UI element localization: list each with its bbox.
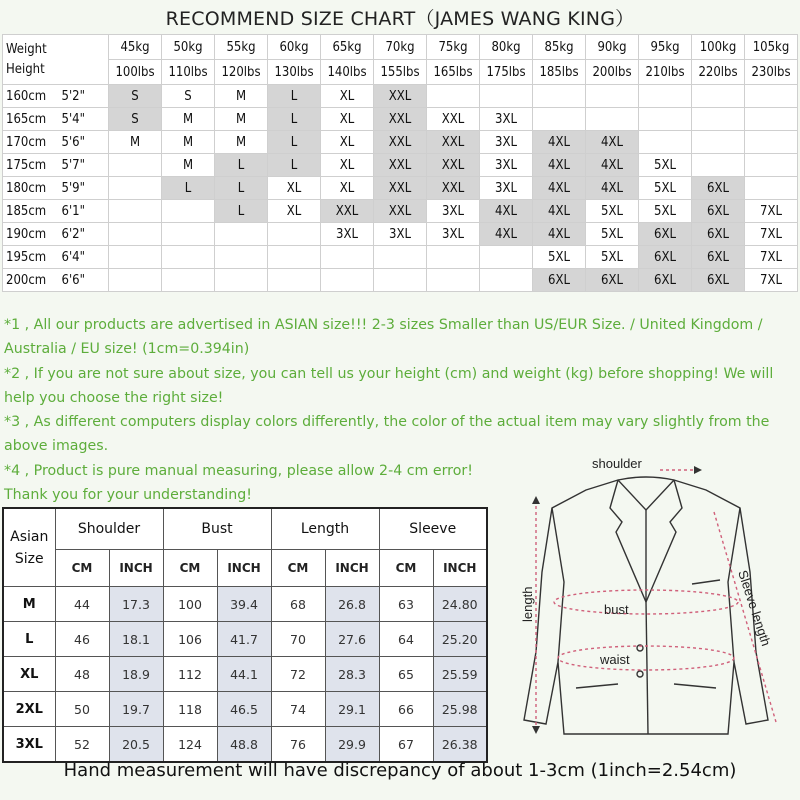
size-cell: XL: [321, 108, 374, 131]
size-cell: 6XL: [586, 269, 639, 292]
size-row: [3, 177, 798, 200]
measure-value-cell: 27.6: [325, 622, 379, 657]
size-cell: 6XL: [692, 269, 745, 292]
measure-group-row: [3, 508, 487, 550]
height-ft-cell: 5'9": [59, 177, 109, 200]
size-cell: L: [268, 154, 321, 177]
weight-lbs-header: 140lbs: [321, 60, 374, 85]
size-row: [3, 223, 798, 246]
size-row: [3, 131, 798, 154]
weight-lbs-header: 100lbs: [109, 60, 162, 85]
size-cell: XL: [321, 85, 374, 108]
measure-value-cell: 24.80: [433, 587, 487, 622]
note-line: *2 , If you are not sure about size, you can tell us your height (cm) and weight (kg) before shopping! We will help you choose the right size!: [4, 365, 774, 406]
size-cell: [692, 131, 745, 154]
height-cm-cell: 185cm: [3, 200, 59, 223]
height-ft-cell: 6'1": [59, 200, 109, 223]
size-row: [3, 269, 798, 292]
measure-value-cell: 29.9: [325, 727, 379, 763]
recommend-size-table: [2, 34, 798, 292]
weight-kg-row: [3, 35, 798, 60]
weight-kg-header: 60kg: [268, 35, 321, 60]
unit-inch-header: INCH: [217, 550, 271, 587]
size-cell: [480, 85, 533, 108]
size-cell: 6XL: [692, 223, 745, 246]
weight-lbs-header: 110lbs: [162, 60, 215, 85]
size-cell: 5XL: [533, 246, 586, 269]
measure-value-cell: 67: [379, 727, 433, 763]
size-cell: 3XL: [427, 223, 480, 246]
weight-kg-header: 80kg: [480, 35, 533, 60]
measure-group-header: Shoulder: [55, 508, 163, 550]
measure-value-cell: 18.9: [109, 657, 163, 692]
measure-row: [3, 657, 487, 692]
weight-height-corner: Weight Height: [3, 35, 109, 85]
unit-inch-header: INCH: [109, 550, 163, 587]
note-line: *1 , All our products are advertised in ASIAN size!!! 2-3 sizes Smaller than US/EUR Size. / United Kingdom / Australia / EU size! (1cm=0.394in): [4, 317, 763, 358]
waist-label: waist: [600, 652, 630, 667]
measure-value-cell: 63: [379, 587, 433, 622]
measure-value-cell: 48: [55, 657, 109, 692]
size-cell: 6XL: [692, 177, 745, 200]
size-cell: [321, 269, 374, 292]
size-cell: M: [109, 131, 162, 154]
length-label: length: [520, 586, 535, 622]
size-cell: 6XL: [639, 269, 692, 292]
unit-cm-header: CM: [55, 550, 109, 587]
size-cell: M: [215, 131, 268, 154]
size-cell: [692, 85, 745, 108]
size-cell: [215, 269, 268, 292]
size-cell: [109, 200, 162, 223]
size-cell: [215, 246, 268, 269]
size-cell: 7XL: [745, 223, 798, 246]
size-cell: [745, 154, 798, 177]
measure-group-header: Length: [271, 508, 379, 550]
size-cell: [533, 85, 586, 108]
weight-kg-header: 85kg: [533, 35, 586, 60]
size-cell: 3XL: [480, 108, 533, 131]
measure-value-cell: 52: [55, 727, 109, 763]
size-cell: XL: [321, 154, 374, 177]
height-cm-cell: 180cm: [3, 177, 59, 200]
size-cell: [162, 223, 215, 246]
measure-value-cell: 112: [163, 657, 217, 692]
measure-value-cell: 50: [55, 692, 109, 727]
unit-cm-header: CM: [379, 550, 433, 587]
measure-value-cell: 76: [271, 727, 325, 763]
measure-value-cell: 100: [163, 587, 217, 622]
measure-value-cell: 39.4: [217, 587, 271, 622]
size-cell: [268, 269, 321, 292]
sleeve-length-label: Sleeve length: [735, 568, 774, 648]
size-cell: [745, 85, 798, 108]
size-cell: L: [215, 177, 268, 200]
height-cm-cell: 175cm: [3, 154, 59, 177]
size-cell: M: [162, 154, 215, 177]
size-cell: 5XL: [639, 154, 692, 177]
size-cell: 7XL: [745, 246, 798, 269]
size-cell: [109, 246, 162, 269]
weight-kg-header: 55kg: [215, 35, 268, 60]
measure-value-cell: 28.3: [325, 657, 379, 692]
height-ft-cell: 6'4": [59, 246, 109, 269]
size-cell: [692, 154, 745, 177]
weight-lbs-header: 120lbs: [215, 60, 268, 85]
size-cell: [162, 246, 215, 269]
weight-lbs-header: 200lbs: [586, 60, 639, 85]
measure-value-cell: 20.5: [109, 727, 163, 763]
size-cell: XXL: [427, 177, 480, 200]
bust-label: bust: [604, 602, 629, 617]
height-ft-cell: 6'6": [59, 269, 109, 292]
size-cell: 4XL: [533, 200, 586, 223]
size-cell: 5XL: [639, 177, 692, 200]
size-cell: 6XL: [692, 246, 745, 269]
height-cm-cell: 165cm: [3, 108, 59, 131]
size-cell: [109, 177, 162, 200]
size-cell: XXL: [427, 108, 480, 131]
weight-lbs-header: 155lbs: [374, 60, 427, 85]
measure-value-cell: 44: [55, 587, 109, 622]
size-cell: 4XL: [533, 154, 586, 177]
measure-row: [3, 587, 487, 622]
size-cell: 5XL: [586, 246, 639, 269]
size-cell: [639, 85, 692, 108]
size-cell: 6XL: [533, 269, 586, 292]
size-cell: 4XL: [533, 223, 586, 246]
size-cell: S: [109, 85, 162, 108]
size-cell: L: [268, 108, 321, 131]
size-cell: 3XL: [480, 131, 533, 154]
weight-lbs-header: 210lbs: [639, 60, 692, 85]
measure-value-cell: 118: [163, 692, 217, 727]
size-label-cell: L: [3, 622, 55, 657]
measure-value-cell: 46: [55, 622, 109, 657]
size-cell: 6XL: [692, 200, 745, 223]
measure-value-cell: 26.38: [433, 727, 487, 763]
weight-lbs-row: [3, 60, 798, 85]
measure-group-header: Sleeve: [379, 508, 487, 550]
size-cell: XXL: [427, 154, 480, 177]
size-cell: 4XL: [586, 131, 639, 154]
note-line: *4 , Product is pure manual measuring, please allow 2-4 cm error!: [4, 462, 473, 479]
measure-value-cell: 18.1: [109, 622, 163, 657]
size-cell: 7XL: [745, 269, 798, 292]
weight-kg-header: 95kg: [639, 35, 692, 60]
size-cell: 4XL: [586, 154, 639, 177]
height-ft-cell: 5'7": [59, 154, 109, 177]
note-line: Thank you for your understanding!: [4, 487, 252, 504]
weight-lbs-header: 230lbs: [745, 60, 798, 85]
unit-inch-header: INCH: [325, 550, 379, 587]
size-cell: XXL: [374, 177, 427, 200]
size-row: [3, 85, 798, 108]
size-cell: L: [162, 177, 215, 200]
measure-value-cell: 19.7: [109, 692, 163, 727]
size-cell: [374, 269, 427, 292]
size-cell: [427, 246, 480, 269]
size-cell: L: [215, 200, 268, 223]
measure-value-cell: 74: [271, 692, 325, 727]
unit-cm-header: CM: [163, 550, 217, 587]
size-cell: L: [268, 131, 321, 154]
weight-lbs-header: 165lbs: [427, 60, 480, 85]
size-cell: [109, 223, 162, 246]
asian-size-header: Asian Size: [3, 508, 55, 587]
size-cell: [427, 269, 480, 292]
measure-value-cell: 64: [379, 622, 433, 657]
weight-kg-header: 105kg: [745, 35, 798, 60]
size-cell: M: [162, 131, 215, 154]
size-cell: 7XL: [745, 200, 798, 223]
size-label-cell: 2XL: [3, 692, 55, 727]
size-cell: 3XL: [321, 223, 374, 246]
size-cell: [162, 200, 215, 223]
measure-value-cell: 124: [163, 727, 217, 763]
size-cell: [215, 223, 268, 246]
measure-unit-row: [3, 550, 487, 587]
footer-note: Hand measurement will have discrepancy of about 1-3cm (1inch=2.54cm): [63, 760, 737, 781]
size-cell: XL: [321, 131, 374, 154]
height-ft-cell: 6'2": [59, 223, 109, 246]
size-cell: L: [268, 85, 321, 108]
measure-value-cell: 26.8: [325, 587, 379, 622]
jacket-diagram: [506, 452, 800, 752]
size-cell: 3XL: [480, 177, 533, 200]
measure-value-cell: 70: [271, 622, 325, 657]
height-ft-cell: 5'4": [59, 108, 109, 131]
weight-kg-header: 90kg: [586, 35, 639, 60]
measure-value-cell: 17.3: [109, 587, 163, 622]
height-cm-cell: 200cm: [3, 269, 59, 292]
height-cm-cell: 160cm: [3, 85, 59, 108]
note-line: *3 , As different computers display colors differently, the color of the actual item may vary slightly from the above images.: [4, 414, 770, 455]
height-cm-cell: 190cm: [3, 223, 59, 246]
measure-value-cell: 41.7: [217, 622, 271, 657]
size-cell: M: [162, 108, 215, 131]
size-cell: 4XL: [480, 200, 533, 223]
size-cell: 4XL: [586, 177, 639, 200]
measure-value-cell: 25.20: [433, 622, 487, 657]
size-cell: 5XL: [586, 223, 639, 246]
size-row: [3, 246, 798, 269]
size-label-cell: M: [3, 587, 55, 622]
height-ft-cell: 5'6": [59, 131, 109, 154]
size-cell: XXL: [321, 200, 374, 223]
size-cell: 5XL: [639, 200, 692, 223]
measure-row: [3, 727, 487, 763]
measure-value-cell: 72: [271, 657, 325, 692]
measure-value-cell: 29.1: [325, 692, 379, 727]
weight-kg-header: 65kg: [321, 35, 374, 60]
weight-kg-header: 70kg: [374, 35, 427, 60]
weight-lbs-header: 130lbs: [268, 60, 321, 85]
measure-row: [3, 692, 487, 727]
height-cm-cell: 195cm: [3, 246, 59, 269]
size-cell: 4XL: [533, 177, 586, 200]
weight-kg-header: 75kg: [427, 35, 480, 60]
measure-row: [3, 622, 487, 657]
unit-inch-header: INCH: [433, 550, 487, 587]
measure-value-cell: 25.98: [433, 692, 487, 727]
size-row: [3, 108, 798, 131]
page-title: RECOMMEND SIZE CHART（JAMES WANG KING）: [165, 8, 635, 30]
height-ft-cell: 5'2": [59, 85, 109, 108]
measure-value-cell: 65: [379, 657, 433, 692]
measure-value-cell: 44.1: [217, 657, 271, 692]
size-cell: [745, 131, 798, 154]
weight-lbs-header: 175lbs: [480, 60, 533, 85]
measure-group-header: Bust: [163, 508, 271, 550]
size-row: [3, 154, 798, 177]
weight-lbs-header: 185lbs: [533, 60, 586, 85]
size-cell: 4XL: [533, 131, 586, 154]
size-cell: [374, 246, 427, 269]
size-cell: 3XL: [480, 154, 533, 177]
measure-value-cell: 48.8: [217, 727, 271, 763]
size-cell: S: [109, 108, 162, 131]
shoulder-label: shoulder: [592, 456, 642, 471]
size-cell: [480, 246, 533, 269]
size-cell: XXL: [374, 131, 427, 154]
measure-value-cell: 46.5: [217, 692, 271, 727]
size-cell: XL: [268, 177, 321, 200]
size-cell: [745, 177, 798, 200]
weight-lbs-header: 220lbs: [692, 60, 745, 85]
weight-kg-header: 100kg: [692, 35, 745, 60]
size-row: [3, 200, 798, 223]
size-cell: XXL: [374, 200, 427, 223]
size-cell: [480, 269, 533, 292]
size-cell: XXL: [374, 108, 427, 131]
size-cell: [692, 108, 745, 131]
size-cell: [162, 269, 215, 292]
weight-kg-header: 50kg: [162, 35, 215, 60]
measure-value-cell: 68: [271, 587, 325, 622]
size-cell: [321, 246, 374, 269]
size-cell: 5XL: [586, 200, 639, 223]
size-cell: 4XL: [480, 223, 533, 246]
measure-value-cell: 66: [379, 692, 433, 727]
size-cell: [586, 108, 639, 131]
size-cell: XL: [321, 177, 374, 200]
unit-cm-header: CM: [271, 550, 325, 587]
size-label-cell: XL: [3, 657, 55, 692]
size-cell: 3XL: [427, 200, 480, 223]
size-cell: [109, 154, 162, 177]
size-cell: [639, 131, 692, 154]
size-cell: [745, 108, 798, 131]
size-cell: L: [215, 154, 268, 177]
size-cell: XXL: [374, 85, 427, 108]
size-cell: [109, 269, 162, 292]
weight-kg-header: 45kg: [109, 35, 162, 60]
size-cell: [639, 108, 692, 131]
size-cell: 6XL: [639, 223, 692, 246]
size-cell: XXL: [374, 154, 427, 177]
size-cell: XXL: [427, 131, 480, 154]
size-cell: [268, 223, 321, 246]
size-cell: 6XL: [639, 246, 692, 269]
size-cell: [586, 85, 639, 108]
size-cell: 3XL: [374, 223, 427, 246]
size-cell: S: [162, 85, 215, 108]
measurement-table: [2, 507, 488, 763]
size-cell: [533, 108, 586, 131]
size-cell: M: [215, 85, 268, 108]
size-cell: [268, 246, 321, 269]
size-cell: M: [215, 108, 268, 131]
height-cm-cell: 170cm: [3, 131, 59, 154]
size-label-cell: 3XL: [3, 727, 55, 763]
measure-value-cell: 25.59: [433, 657, 487, 692]
size-cell: [427, 85, 480, 108]
measure-value-cell: 106: [163, 622, 217, 657]
size-cell: XL: [268, 200, 321, 223]
